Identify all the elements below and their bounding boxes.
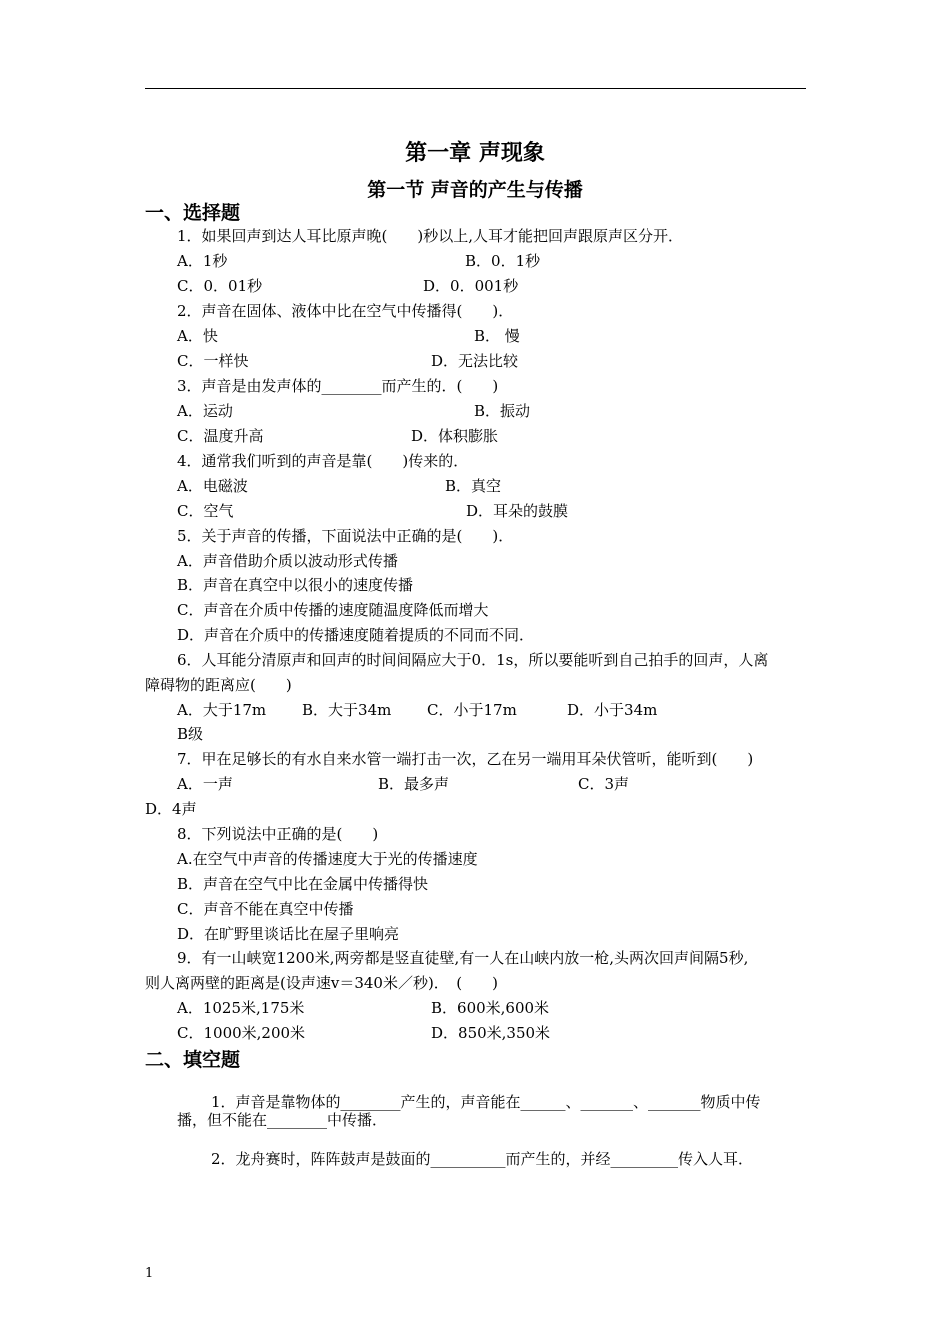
q7-option-b: B．最多声 xyxy=(378,775,450,793)
chapter-title: 第一章 声现象 xyxy=(405,141,545,166)
q9-option-c: C．1000米,200米 xyxy=(177,1024,306,1042)
q6-option-c: C．小于17m xyxy=(427,701,517,719)
q1-option-a: A．1秒 xyxy=(177,252,228,270)
q6-option-a: A．大于17m xyxy=(177,701,267,719)
question-6-line-1: 6．人耳能分清原声和回声的时间间隔应大于0．1s，所以要能听到自己拍手的回声，人离 xyxy=(177,651,769,669)
q9-option-b: B．600米,600米 xyxy=(431,999,550,1017)
q2-option-c: C．一样快 xyxy=(177,352,249,370)
q5-option-c: C．声音在介质中传播的速度随温度降低而增大 xyxy=(177,601,489,619)
q8-option-a: A.在空气中声音的传播速度大于光的传播速度 xyxy=(177,850,478,868)
q4-option-d: D．耳朵的鼓膜 xyxy=(466,502,569,520)
question-9-line-2: 则人离两壁的距离是(设声速v＝340米／秒)． ( ) xyxy=(145,974,499,992)
level-label: B级 xyxy=(177,725,204,743)
page-number: 1 xyxy=(145,1266,154,1281)
question-4: 4．通常我们听到的声音是靠( )传来的． xyxy=(177,452,469,470)
question-5: 5．关于声音的传播，下面说法中正确的是( )． xyxy=(177,527,514,545)
q8-option-b: B．声音在空气中比在金属中传播得快 xyxy=(177,875,429,893)
fill-question-1-line-2: 播，但不能在________中传播． xyxy=(177,1111,388,1129)
q7-option-c: C．3声 xyxy=(578,775,630,793)
q4-option-c: C．空气 xyxy=(177,502,234,520)
q1-option-b: B．0．1秒 xyxy=(465,252,541,270)
q2-option-a: A．快 xyxy=(177,327,218,345)
q5-option-b: B．声音在真空中以很小的速度传播 xyxy=(177,576,414,594)
q4-option-a: A．电磁波 xyxy=(177,477,248,495)
q9-option-a: A．1025米,175米 xyxy=(177,999,305,1017)
header-rule xyxy=(145,88,806,89)
question-3: 3．声音是由发声体的________而产生的．( ) xyxy=(177,377,499,395)
q7-option-d: D．4声 xyxy=(145,800,197,818)
q8-option-c: C．声音不能在真空中传播 xyxy=(177,900,354,918)
q3-option-b: B．振动 xyxy=(474,402,531,420)
question-6-line-2: 障碍物的距离应( ) xyxy=(145,676,292,694)
q7-option-a: A．一声 xyxy=(177,775,233,793)
q2-option-d: D．无法比较 xyxy=(431,352,519,370)
question-7: 7．甲在足够长的有水自来水管一端打击一次，乙在另一端用耳朵伏管听，能听到( ) xyxy=(177,750,754,768)
q6-option-b: B．大于34m xyxy=(302,701,392,719)
q2-option-b: B． 慢 xyxy=(474,327,520,345)
question-8: 8．下列说法中正确的是( ) xyxy=(177,825,379,843)
q9-option-d: D．850米,350米 xyxy=(431,1024,551,1042)
q3-option-a: A．运动 xyxy=(177,402,233,420)
question-9-line-1: 9．有一山峡宽1200米,两旁都是竖直徒壁,有一人在山峡内放一枪,头两次回声间隔5秒, xyxy=(177,949,749,967)
part2-heading: 二、填空题 xyxy=(145,1049,241,1071)
question-2: 2．声音在固体、液体中比在空气中传播得( )． xyxy=(177,302,514,320)
part1-heading: 一、选择题 xyxy=(145,202,241,224)
q5-option-a: A．声音借助介质以波动形式传播 xyxy=(177,552,398,570)
q1-option-c: C．0．01秒 xyxy=(177,277,263,295)
section-title: 第一节 声音的产生与传播 xyxy=(367,179,583,201)
fill-question-2: 2．龙舟赛时，阵阵鼓声是鼓面的__________而产生的，并经_________传入人耳． xyxy=(211,1150,754,1168)
q3-option-d: D．体积膨胀 xyxy=(411,427,499,445)
q4-option-b: B．真空 xyxy=(445,477,502,495)
fill-question-1-line-1: 1．声音是靠物体的________产生的，声音能在______、_______、_______物质中传 xyxy=(211,1093,761,1111)
q5-option-d: D．声音在介质中的传播速度随着提质的不同而不同． xyxy=(177,626,535,644)
q8-option-d: D．在旷野里谈话比在屋子里响亮 xyxy=(177,925,400,943)
q1-option-d: D．0．001秒 xyxy=(423,277,519,295)
q6-option-d: D．小于34m xyxy=(567,701,658,719)
question-1: 1．如果回声到达人耳比原声晚( )秒以上,人耳才能把回声跟原声区分开． xyxy=(177,227,684,245)
q3-option-c: C．温度升高 xyxy=(177,427,264,445)
